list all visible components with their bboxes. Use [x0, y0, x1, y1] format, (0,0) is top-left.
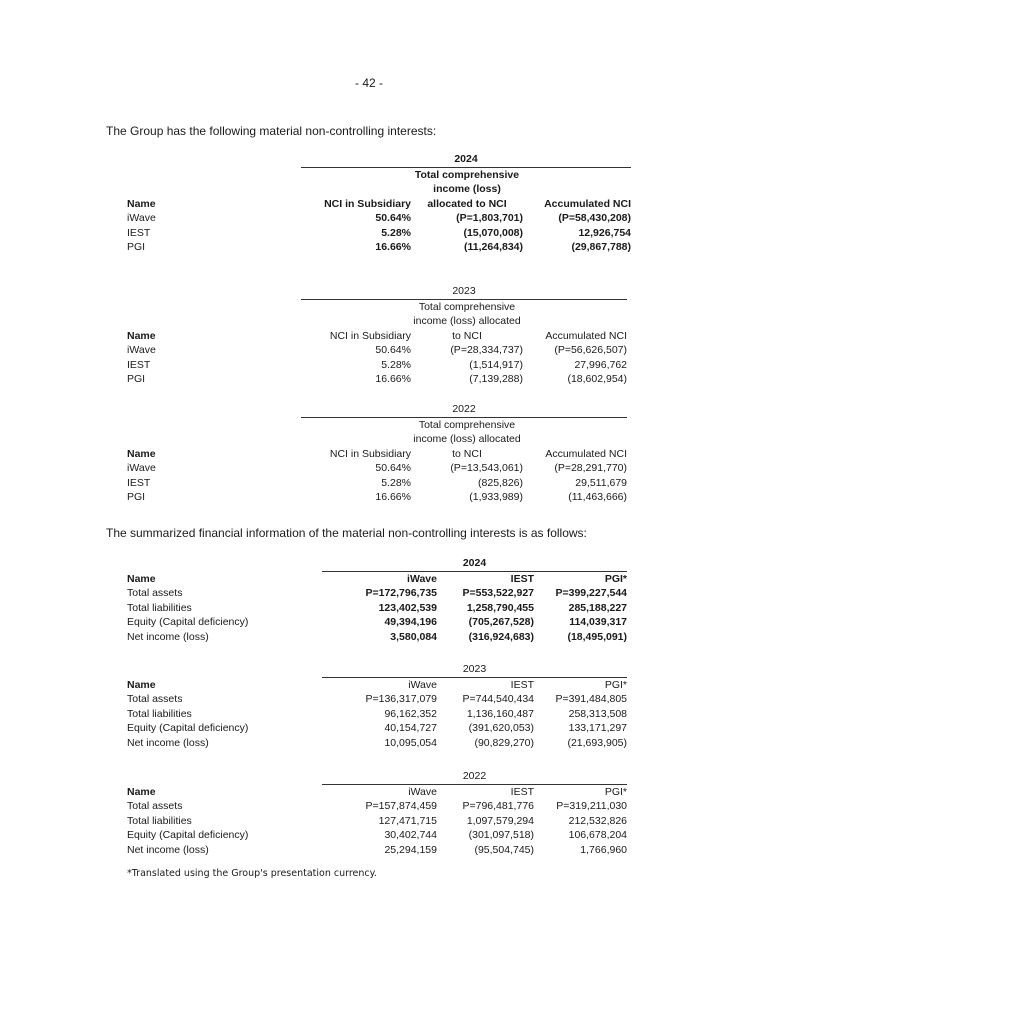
col-header-accumulated: Accumulated NCI	[545, 329, 628, 342]
cell-tci: (15,070,008)	[463, 226, 523, 239]
cell-iest: 1,136,160,487	[466, 707, 534, 720]
cell-iest: (316,924,683)	[468, 630, 534, 643]
cell-nci: 5.28%	[381, 476, 411, 489]
row-name: IEST	[127, 358, 151, 371]
row-label: Equity (Capital deficiency)	[127, 616, 249, 628]
cell-pgi: (21,693,905)	[567, 736, 628, 749]
cell-pgi: P=319,211,030	[556, 800, 628, 812]
page-number: - 42 -	[354, 76, 383, 90]
cell-accumulated: (11,463,666)	[568, 491, 628, 503]
col-header-name: Name	[127, 197, 156, 210]
table-row	[127, 615, 627, 630]
col-header-tci: Total comprehensive income (loss) allocated to NCI	[413, 300, 521, 342]
cell-iest: P=744,540,434	[462, 693, 534, 705]
col-header-iwave: iWave	[407, 572, 437, 585]
row-label: Net income (loss)	[127, 630, 209, 643]
cell-iwave: P=136,317,079	[365, 693, 437, 705]
cell-pgi: 1,766,960	[580, 843, 628, 856]
cell-tci: (P=1,803,701)	[456, 212, 523, 224]
year-heading: 2022	[301, 402, 627, 417]
col-header-nci: NCI in Subsidiary	[324, 197, 411, 210]
cell-iwave: 127,471,715	[378, 814, 437, 827]
table-row	[127, 343, 627, 358]
cell-pgi: 114,039,317	[569, 616, 628, 628]
col-header-tci: Total comprehensive income (loss) allocated to NCI	[413, 418, 521, 460]
table-row	[127, 630, 627, 645]
cell-iwave: P=157,874,459	[365, 800, 437, 812]
cell-accumulated: (18,602,954)	[567, 373, 628, 385]
cell-nci: 16.66%	[375, 491, 411, 503]
row-name: iWave	[127, 462, 156, 474]
table-row	[127, 226, 631, 241]
col-header-nci: NCI in Subsidiary	[329, 447, 411, 460]
cell-nci: 50.64%	[375, 344, 411, 356]
row-name: iWave	[127, 344, 156, 356]
cell-tci: (1,933,989)	[469, 491, 523, 503]
table-row	[127, 814, 627, 829]
cell-accumulated: 12,926,754	[578, 226, 632, 239]
cell-iwave: 30,402,744	[384, 829, 437, 841]
cell-iwave: 96,162,352	[384, 707, 437, 720]
col-header-nci: NCI in Subsidiary	[329, 329, 411, 342]
col-header-iest: IEST	[510, 785, 534, 798]
row-label: Total liabilities	[127, 814, 192, 827]
table-row	[127, 736, 627, 751]
cell-iwave: 40,154,727	[384, 722, 437, 734]
row-name: PGI	[127, 373, 146, 385]
table-row	[127, 799, 627, 814]
summary-table-2024	[127, 556, 627, 644]
year-heading: 2023	[301, 284, 627, 299]
row-label: Equity (Capital deficiency)	[127, 829, 249, 841]
nci-table-2022	[127, 402, 627, 505]
cell-iwave: 123,402,539	[378, 601, 437, 614]
cell-tci: (825,826)	[478, 476, 523, 489]
row-label: Total liabilities	[127, 707, 192, 720]
cell-accumulated: (P=28,291,770)	[554, 462, 628, 474]
cell-iest: (95,504,745)	[474, 843, 534, 856]
table-row	[127, 461, 627, 476]
col-header-name: Name	[127, 329, 156, 342]
cell-pgi: P=391,484,805	[555, 693, 628, 705]
table-row	[127, 358, 627, 373]
row-label: Equity (Capital deficiency)	[127, 722, 249, 734]
cell-nci: 50.64%	[375, 462, 411, 474]
col-header-pgi: PGI*	[604, 572, 628, 585]
cell-iest: (301,097,518)	[468, 829, 534, 841]
col-header-iest: IEST	[510, 572, 534, 585]
col-header-accumulated: Accumulated NCI	[544, 197, 632, 210]
row-name: PGI	[127, 491, 146, 503]
cell-iest: 1,258,790,455	[466, 601, 534, 614]
table-row	[127, 692, 627, 707]
cell-iest: (391,620,053)	[468, 722, 534, 734]
table-row	[127, 843, 627, 858]
footnote: *Translated using the Group's presentation currency.	[127, 868, 377, 879]
cell-iwave: 25,294,159	[384, 843, 437, 856]
cell-iest: P=553,522,927	[462, 587, 534, 599]
cell-iwave: P=172,796,735	[365, 587, 437, 599]
col-header-accumulated: Accumulated NCI	[545, 447, 628, 460]
cell-accumulated: (P=58,430,208)	[558, 212, 632, 224]
cell-iest: 1,097,579,294	[466, 814, 534, 827]
cell-pgi: (18,495,091)	[567, 630, 628, 643]
col-header-name: Name	[127, 785, 156, 798]
cell-nci: 16.66%	[375, 241, 411, 253]
nci-table-2023	[127, 284, 627, 387]
table-row	[127, 240, 631, 255]
cell-accumulated: 27,996,762	[574, 358, 628, 371]
table-row	[127, 707, 627, 722]
row-label: Total assets	[127, 693, 183, 705]
table-row	[127, 490, 627, 505]
cell-tci: (1,514,917)	[469, 358, 523, 371]
year-heading: 2024	[322, 556, 627, 571]
cell-pgi: 133,171,297	[568, 722, 628, 734]
year-heading: 2024	[301, 152, 631, 167]
row-name: iWave	[127, 212, 156, 224]
cell-accumulated: (P=56,626,507)	[554, 344, 628, 356]
table-row	[127, 586, 627, 601]
cell-iwave: 49,394,196	[384, 616, 437, 628]
col-header-pgi: PGI*	[604, 678, 628, 691]
cell-nci: 5.28%	[381, 358, 411, 371]
cell-pgi: P=399,227,544	[555, 587, 628, 599]
year-heading: 2023	[322, 662, 627, 677]
cell-accumulated: 29,511,679	[575, 476, 628, 489]
cell-iest: P=796,481,776	[462, 800, 534, 812]
table-row	[127, 828, 627, 843]
row-label: Total assets	[127, 587, 183, 599]
col-header-tci: Total comprehensive income (loss) allocated to NCI	[414, 168, 520, 210]
cell-tci: (7,139,288)	[469, 373, 523, 385]
col-header-name: Name	[127, 447, 156, 460]
row-name: IEST	[127, 476, 151, 489]
cell-nci: 5.28%	[381, 226, 411, 239]
col-header-pgi: PGI*	[604, 785, 628, 798]
cell-iwave: 10,095,054	[384, 736, 437, 749]
cell-pgi: 285,188,227	[568, 601, 628, 614]
row-label: Total assets	[127, 800, 183, 812]
col-header-iest: IEST	[510, 678, 534, 691]
cell-nci: 16.66%	[375, 373, 411, 385]
summary-table-2023	[127, 662, 627, 750]
cell-iest: (705,267,528)	[468, 616, 534, 628]
cell-pgi: 106,678,204	[568, 829, 628, 841]
col-header-name: Name	[127, 572, 156, 585]
cell-tci: (P=13,543,061)	[450, 462, 523, 474]
cell-tci: (11,264,834)	[464, 241, 523, 253]
col-header-iwave: iWave	[408, 785, 437, 798]
table-row	[127, 476, 627, 491]
col-header-name: Name	[127, 678, 156, 691]
cell-tci: (P=28,334,737)	[450, 344, 523, 356]
intro-summary-text: The summarized financial information of the material non-controlling interests is as follows:	[106, 526, 587, 540]
cell-iest: (90,829,270)	[474, 736, 534, 749]
cell-accumulated: (29,867,788)	[571, 241, 632, 253]
year-heading: 2022	[322, 769, 627, 784]
cell-nci: 50.64%	[375, 212, 411, 224]
row-label: Total liabilities	[127, 601, 192, 614]
table-row	[127, 601, 627, 616]
row-name: PGI	[127, 241, 146, 253]
nci-table-2024	[127, 152, 631, 255]
col-header-iwave: iWave	[408, 678, 437, 691]
table-row	[127, 372, 627, 387]
cell-iwave: 3,580,084	[390, 630, 437, 643]
row-label: Net income (loss)	[127, 736, 209, 749]
row-name: IEST	[127, 226, 151, 239]
summary-table-2022	[127, 769, 627, 857]
table-row	[127, 211, 631, 226]
cell-pgi: 212,532,826	[568, 814, 628, 827]
cell-pgi: 258,313,508	[568, 707, 628, 720]
row-label: Net income (loss)	[127, 843, 209, 856]
table-row	[127, 721, 627, 736]
intro-nci-text: The Group has the following material non-controlling interests:	[106, 124, 437, 138]
